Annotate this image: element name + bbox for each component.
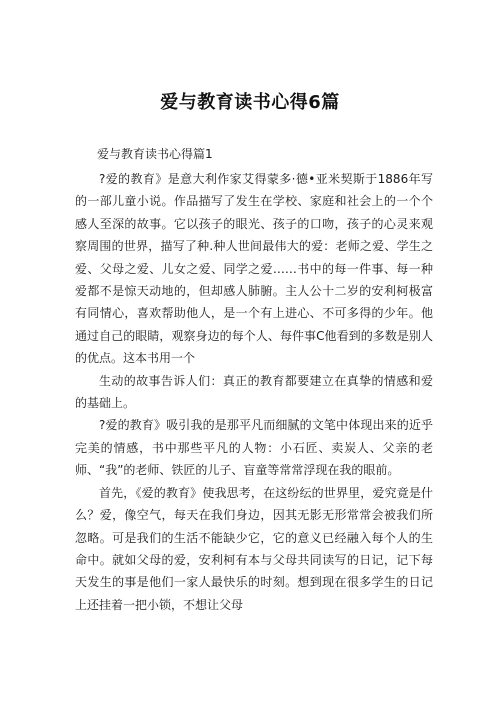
paragraph-1: ?爱的教育》是意大利作家艾得蒙多·德•亚米契斯于1886年写的一部儿童小说。作品描写了发生在学校、家庭和社会上的一个个感人至深的故事。它以孩子的眼光、孩子的口吻，孩子的心灵来观察周围的世界，描写了种.种人世间最伟大的爱：老师之爱、学生之爱、父母之爱、儿女之爱、同学之爱……书中的每一件事、每一种爱都不是惊天动地的，但却感人肺腑。主人公十二岁的安利柯极富有同情心，喜欢帮助他人，是一个有上进心、不可多得的少年。他通过自己的眼睛，观察身边的每个人、每件事C他看到的多数是别人的优点。这本书用一个 bbox=[75, 172, 433, 366]
paragraph-4: 首先，《爱的教育》使我思考，在这纷纭的世界里，爱究竟是什么？爱，像空气，每天在我们身边，因其无影无形常常会被我们所忽略。可是我们的生活不能缺少它，它的意义已经融入每个人的生命中。就如父母的爱，安利柯有本与父母共同读写的日记，记下每天发生的事是他们一家人最快乐的时刻。想到现在很多学生的日记上还挂着一把小锁，不想让父母 bbox=[75, 485, 433, 612]
paragraph-3: ?爱的教育》吸引我的是那平凡而细腻的文笔中体现出来的近乎完美的情感，书中那些平凡的人物：小石匠、卖炭人、父亲的老师、“我”的老师、铁匠的儿子、盲童等常常浮现在我的眼前。 bbox=[75, 418, 433, 478]
document-title: 爱与教育读书心得6篇 bbox=[160, 92, 340, 113]
section-heading: 爱与教育读书心得篇1 bbox=[97, 147, 213, 161]
paragraph-2: 生动的故事告诉人们：真正的教育都要建立在真挚的情感和爱的基础上。 bbox=[75, 373, 433, 411]
body-text bbox=[75, 168, 433, 616]
